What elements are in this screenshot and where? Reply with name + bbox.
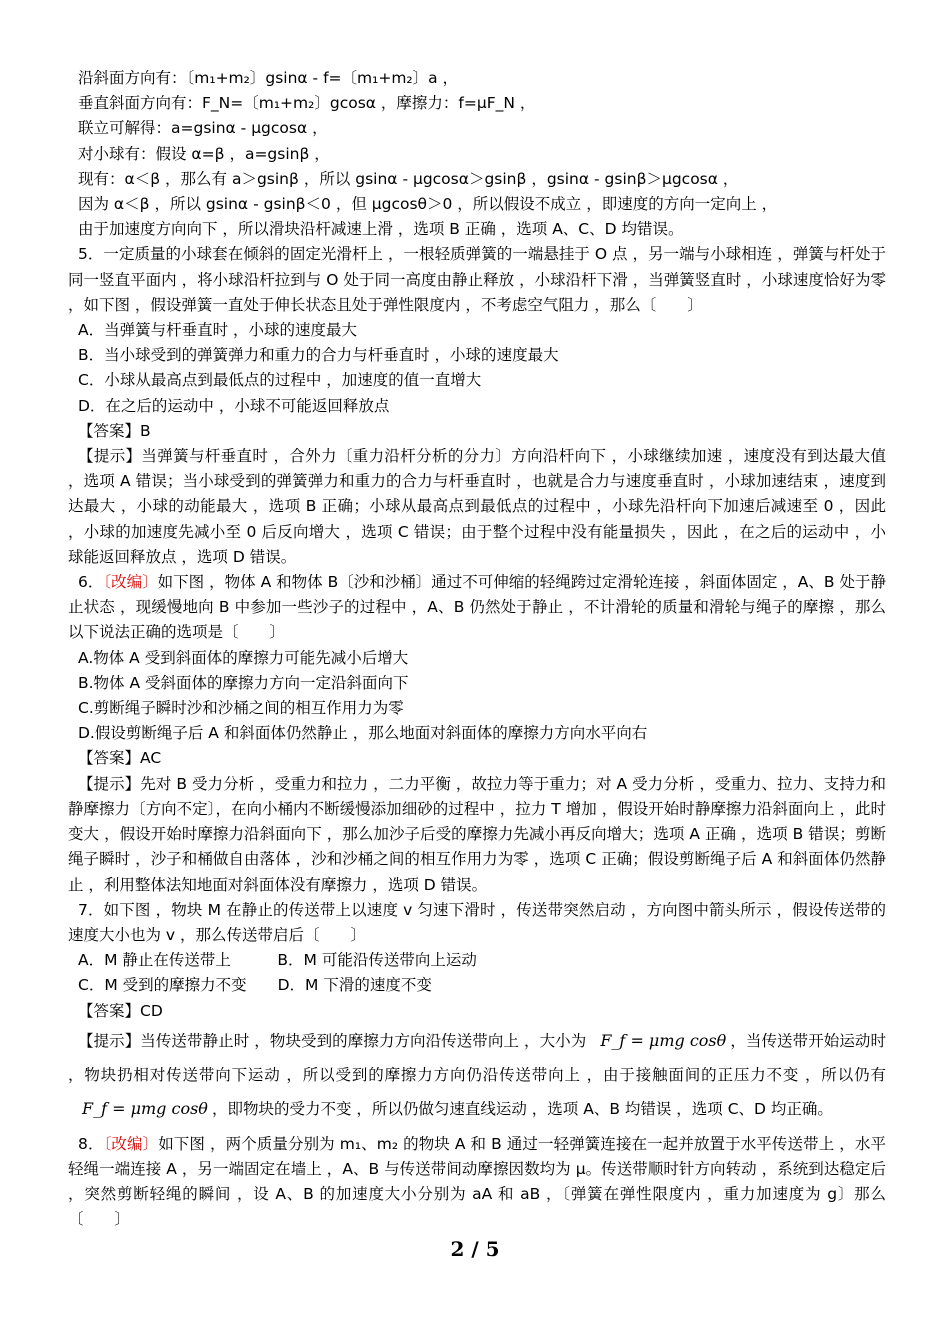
hint-text: ，当传送带开始运动时 ，物块扔相对传送带向下运动 ，所以受到的摩擦力方向仍沿传送带向上 ，由于接触面间的正压力不变 ，所以仍有 [68,1031,886,1084]
option-c: C.剪断绳子瞬时沙和沙桶之间的相互作用力为零 [78,699,404,718]
answer: 【答案】B [78,421,151,440]
question-text: 如下图 ，物体 A 和物体 B〔沙和沙桶〕通过不可伸缩的轻绳跨过定滑轮连接 ，斜面体固定 ，A、B 处于静止状态 ，现缓慢地向 B 中参加一些沙子的过程中 ，A、B 仍然处于静止 ，不计滑轮的质量和滑轮与绳子的摩擦 ，那么以下说法正确的选项是〔 〕 [68,573,886,642]
hint: 【提示】当弹簧与杆垂直时 ，合外力〔重力沿杆分析的分力〕方向沿杆向下 ，小球继续加速 ，速度没有到达最大值 ，选项 A 错误；当小球受到的弹簧弹力和重力的合力与杆垂直时 ，也就是合力与速度垂直时 ，小球加速结束 ，速度到达最大 ，小球的动能最大 ，选项 B 正确；小球从最高点到最低点的过程中 ，小球先沿杆向下加速后减速至 0 ，因此 ，小球的加速度先减小至 0 后反向增大 ，选项 C 错误；由于整个过程中没有能量损失 ，因此 ，在之后的运动中 ，小球能返回释放点 ，选项 D 错误。 [68,447,886,566]
question-6 [68,570,886,898]
hint-text: ，即物块的受力不变 ，所以仍做匀速直线运动 ，选项 A、B 均错误 ，选项 C、D 均正确。 [211,1099,833,1118]
question-8 [68,1132,886,1233]
options-row-1: A．M 静止在传送带上 B．M 可能沿传送带向上运动 [78,951,477,970]
revised-tag: 〔改编〕 [103,1134,159,1153]
options-row-2: C．M 受到的摩擦力不变 D．M 下滑的速度不变 [78,976,432,995]
text-line: 现有：α＜β ，那么有 a＞gsinβ ，所以 gsinα - μgcosα＞gsinβ ，gsinα - gsinβ＞μgcosα ， [78,169,739,188]
option-d: D．在之后的运动中 ，小球不可能返回释放点 [78,396,390,415]
option-d: D.假设剪断绳子后 A 和斜面体仍然静止 ，那么地面对斜面体的摩擦力方向水平向右 [78,724,648,743]
hint-text: 【提示】当传送带静止时 ，物块受到的摩擦力方向沿传送带向上 ，大小为 [78,1031,587,1050]
hint [68,1024,886,1126]
option-c: C．小球从最高点到最低点的过程中 ，加速度的值一直增大 [78,371,482,390]
option-b: B.物体 A 受斜面体的摩擦力方向一定沿斜面向下 [78,673,409,692]
text-line: 对小球有：假设 α=β ，a=gsinβ ， [78,144,330,163]
option-b: B．当小球受到的弹簧弹力和重力的合力与杆垂直时 ，小球的速度最大 [78,346,559,365]
question-stem [68,570,886,646]
question-5 [68,242,886,570]
hint: 【提示】先对 B 受力分析 ，受重力和拉力 ，二力平衡 ，故拉力等于重力；对 A 受力分析 ，受重力、拉力、支持力和静摩擦力〔方向不定〕，在向小桶内不断缓慢添加细砂的过程中 ，拉力 T 增加 ，假设开始时静摩擦力沿斜面向上 ，此时变大 ，假设开始时摩擦力沿斜面向下 ，那么加沙子后受的摩擦力先减小再反向增大；选项 A 正确 ，选项 B 错误；剪断绳子瞬时 ，沙子和桶做自由落体 ，沙和沙桶之间的相互作用力为零 ，选项 C 正确；假设剪断绳子后 A 和斜面体仍然静止 ，利用整体法知地面对斜面体没有摩擦力 ，选项 D 错误。 [68,774,886,894]
question-7 [68,898,886,1126]
text-line: 沿斜面方向有：〔m₁+m₂〕gsinα - f=〔m₁+m₂〕a ， [78,69,459,87]
page-content [68,66,886,1233]
formula: F_f = μmg cosθ [82,1098,208,1118]
question-stem: 5．一定质量的小球套在倾斜的固定光滑杆上 ，一根轻质弹簧的一端悬挂于 O 点 ，另一端与小球相连 ，弹簧与杆处于同一竖直平面内 ，将小球沿杆拉到与 O 处于同一高度由静止释放 ，小球沿杆下滑 ，当弹簧竖直时 ，小球速度恰好为零 ，如下图 ，假设弹簧一直处于伸长状态且处于弹性限度内 ，不考虑空气阻力 ，那么〔 〕 [68,245,886,314]
option-a: A.物体 A 受到斜面体的摩擦力可能先减小后增大 [78,648,409,667]
answer: 【答案】AC [78,749,162,768]
page-number: 2 / 5 [450,1237,500,1261]
option-a: A．当弹簧与杆垂直时 ，小球的速度最大 [78,321,358,340]
revised-tag: 〔改编〕 [103,573,158,592]
text-line: 垂直斜面方向有：F_N=〔m₁+m₂〕gcosα ，摩擦力：f=μF_N ， [78,94,536,113]
text-line: 因为 α＜β ，所以 gsinα - gsinβ＜0 ，但 μgcosθ＞0 ，所以假设不成立 ，即速度的方向一定向上 ， [78,195,778,214]
text-line: 联立可解得：a=gsinα - μgcosα ， [78,119,328,138]
question-stem: 7．如下图 ，物块 M 在静止的传送带上以速度 v 匀速下滑时 ，传送带突然启动 ，方向图中箭头所示 ，假设传送带的速度大小也为 v ，那么传送带启后〔 〕 [68,900,886,944]
text-line: 由于加速度方向向下 ，所以滑块沿杆减速上滑 ，选项 B 正确 ，选项 A、C、D 均错误。 [78,220,684,239]
formula: F_f = μmg cosθ [600,1030,727,1050]
question-stem [68,1132,886,1233]
question-number: 6． [78,573,104,592]
question-number: 8． [78,1134,104,1153]
question-text: 如下图 ，两个质量分别为 m₁、m₂ 的物块 A 和 B 通过一轻弹簧连接在一起并放置于水平传送带上 ，水平轻绳一端连接 A ，另一端固定在墙上 ，A、B 与传送带间动摩擦因数均为 μ。传送带顺时针方向转动 ，系统到达稳定后 ，突然剪断轻绳的瞬间 ，设 A、B 的加速度大小分别为 aA 和 aB ，〔弹簧在弹性限度内 ，重力加速度为 g〕那么〔 〕 [68,1134,886,1229]
answer: 【答案】CD [78,1001,163,1020]
